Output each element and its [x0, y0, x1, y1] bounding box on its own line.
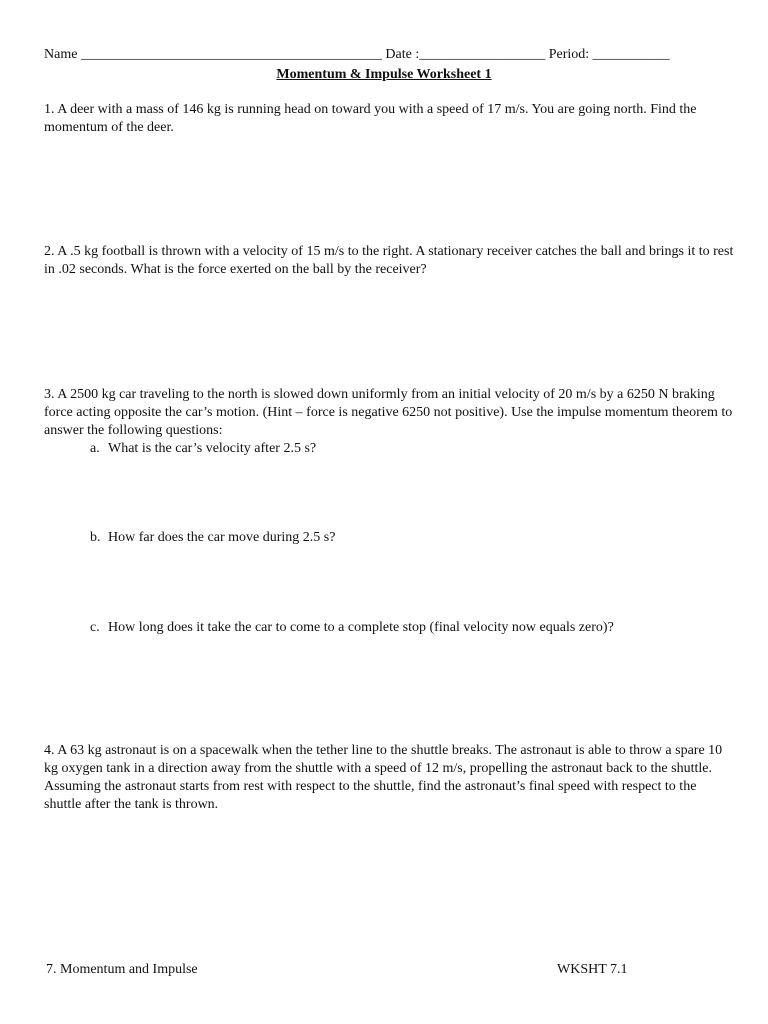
question-3c-marker: c. [90, 620, 100, 635]
question-3a [90, 440, 730, 458]
question-3: 3. A 2500 kg car traveling to the north is slowed down uniformly from an initial velocity of 20 m/s by a 6250 N braking force acting opposite the car’s motion. (Hint – force is negative 6250 not positive). Use the impulse momentum theorem to answer the following questions: [44, 387, 733, 438]
question-3b [90, 529, 730, 547]
question-3a-text: What is the car’s velocity after 2.5 s? [108, 441, 317, 456]
question-3c-text: How long does it take the car to come to a complete stop (final velocity now equals zero)? [108, 620, 614, 635]
page-title: Momentum & Impulse Worksheet 1 [276, 67, 492, 82]
footer-chapter: 7. Momentum and Impulse [46, 962, 198, 977]
footer-worksheet-code: WKSHT 7.1 [557, 962, 628, 977]
question-3a-marker: a. [90, 441, 100, 456]
question-3c [90, 619, 730, 637]
question-4: 4. A 63 kg astronaut is on a spacewalk when the tether line to the shuttle breaks. The astronaut is able to throw a spare 10 kg oxygen tank in a direction away from the shuttle with a speed of 12 m/s, propelling the astronaut back to the shuttle. Assuming the astronaut starts from rest with respect to the shuttle, find the astronaut’s final speed with respect to the shuttle after the tank is thrown. [44, 743, 723, 812]
question-3b-marker: b. [90, 530, 101, 545]
question-1: 1. A deer with a mass of 146 kg is running head on toward you with a speed of 17 m/s. You are going north. Find the momentum of the deer. [44, 102, 697, 135]
question-3b-text: How far does the car move during 2.5 s? [108, 530, 336, 545]
question-2: 2. A .5 kg football is thrown with a velocity of 15 m/s to the right. A stationary receiver catches the ball and brings it to rest in .02 seconds. What is the force exerted on the ball by the receiver? [44, 244, 734, 277]
name-date-period-line: Name ___________________________________________ Date :__________________ Period: ___________ [44, 47, 670, 62]
